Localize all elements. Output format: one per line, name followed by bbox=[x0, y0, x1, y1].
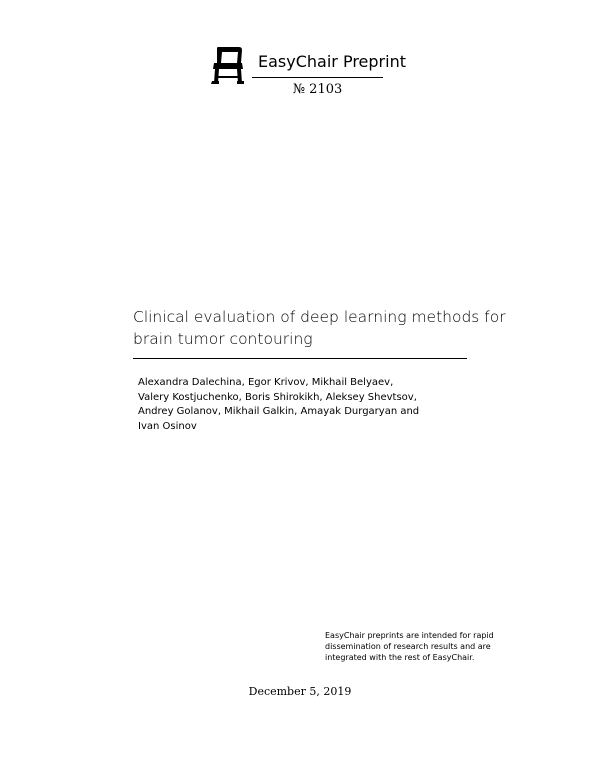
author-line: Valery Kostjuchenko, Boris Shirokikh, Aleksey Shevtsov, bbox=[138, 391, 417, 403]
author-line: Ivan Osinov bbox=[138, 420, 197, 432]
paper-title-line: Clinical evaluation of deep learning methods for bbox=[133, 308, 506, 326]
chair-icon bbox=[211, 45, 244, 85]
preprint-number: № 2103 bbox=[292, 82, 343, 97]
author-line: Andrey Golanov, Mikhail Galkin, Amayak Durgaryan and bbox=[138, 406, 420, 417]
title-divider bbox=[133, 358, 467, 359]
brand-divider bbox=[252, 77, 383, 78]
paper-title-line: brain tumor contouring bbox=[133, 330, 313, 348]
note-line: integrated with the rest of EasyChair. bbox=[325, 653, 475, 662]
author-list bbox=[138, 376, 468, 434]
brand-title: EasyChair Preprint bbox=[258, 52, 406, 71]
preprint-note bbox=[325, 630, 510, 663]
author-line: Alexandra Dalechina, Egor Krivov, Mikhail Belyaev, bbox=[138, 377, 394, 388]
note-line: dissemination of research results and are bbox=[325, 642, 491, 651]
publication-date: December 5, 2019 bbox=[248, 685, 352, 698]
paper-title bbox=[133, 306, 506, 350]
note-line: EasyChair preprints are intended for rapid bbox=[325, 631, 494, 640]
